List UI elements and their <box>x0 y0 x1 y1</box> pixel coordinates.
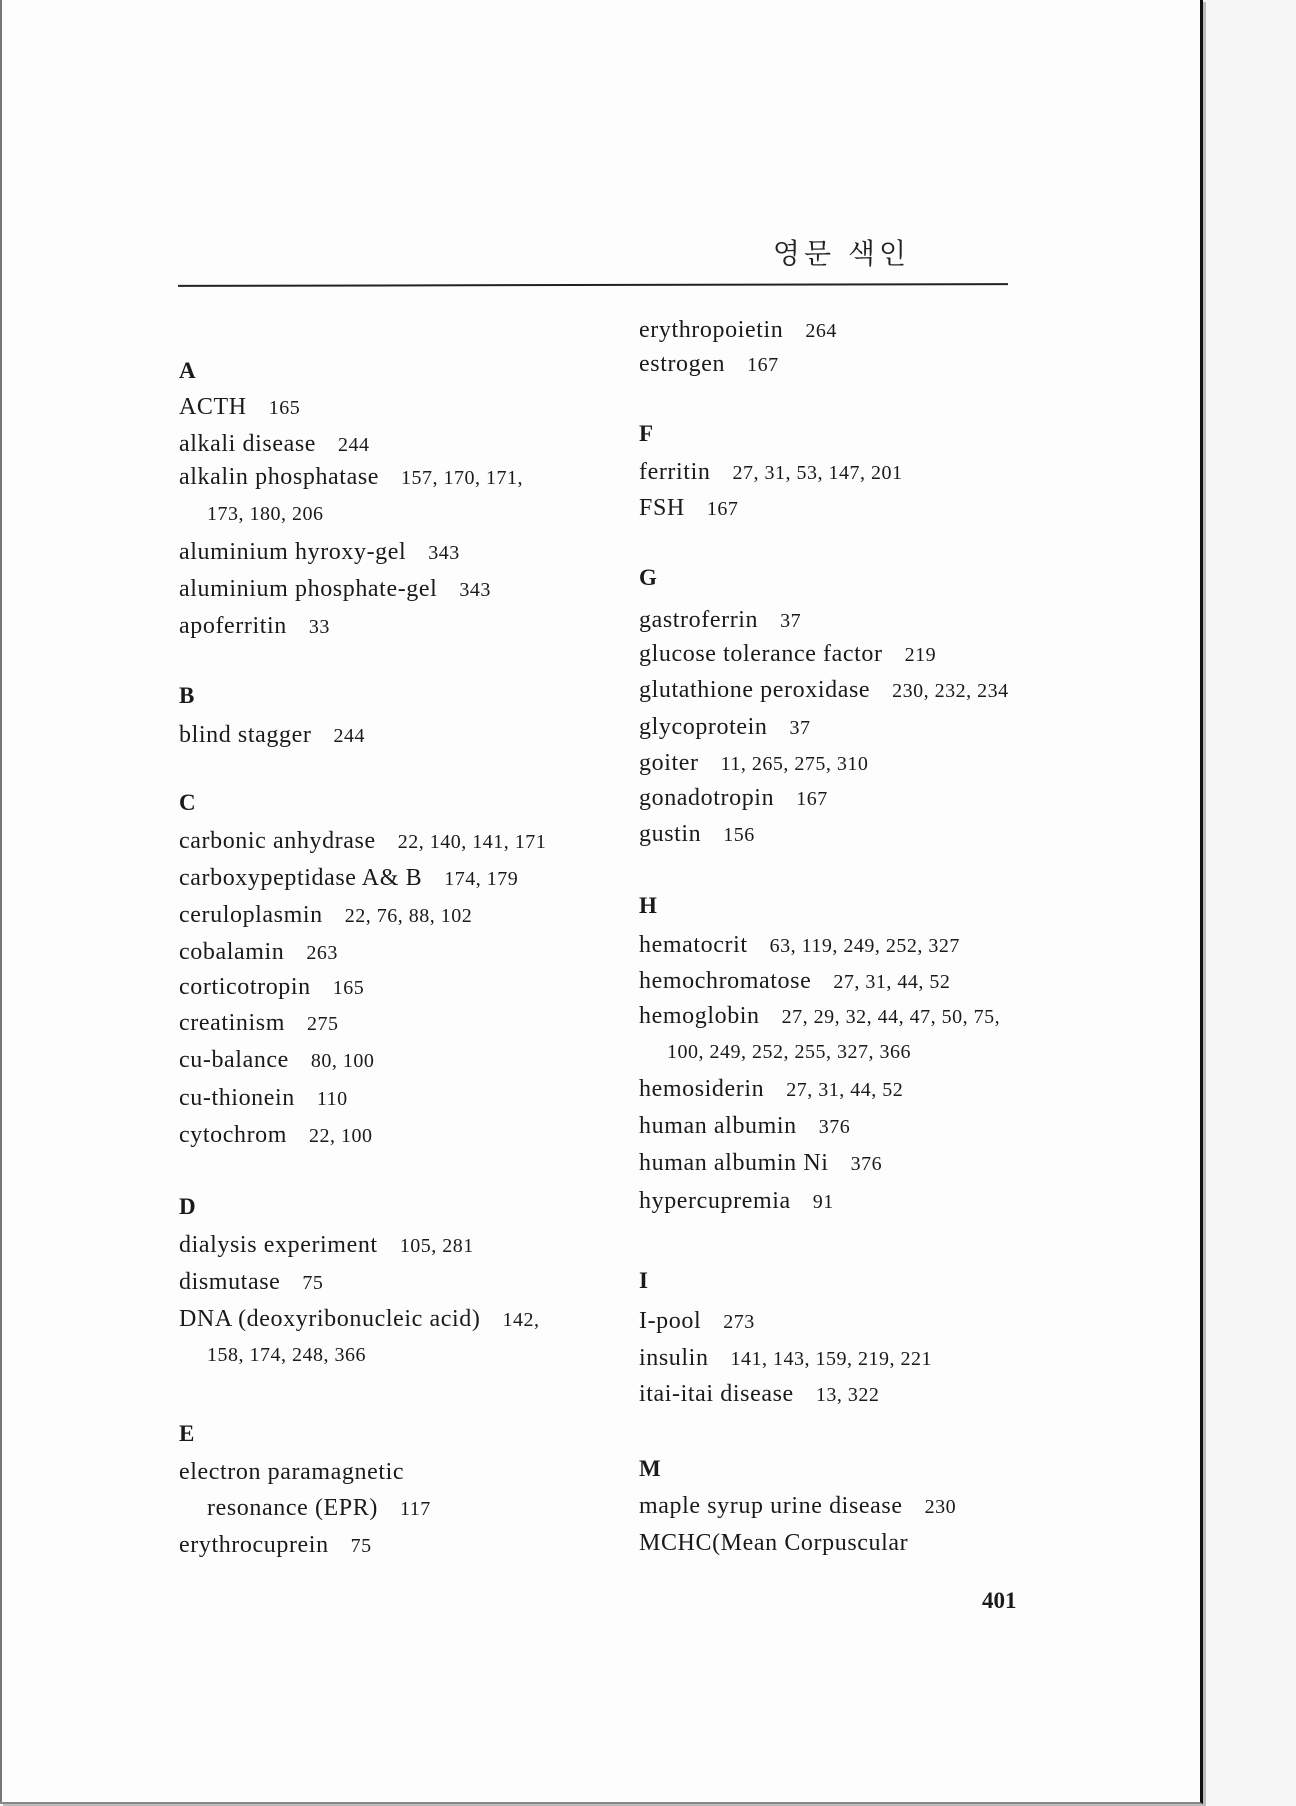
page-references: 244 <box>333 725 365 748</box>
index-term: itai-itai disease <box>639 1381 794 1408</box>
index-term: hemochromatose <box>639 967 812 994</box>
index-letter-heading <box>639 1454 661 1484</box>
page-references: 105, 281 <box>399 1235 474 1258</box>
index-term: DNA (deoxyribonucleic acid) <box>179 1306 481 1333</box>
index-term: creatinism <box>179 1010 285 1037</box>
page-references: 275 <box>306 1013 339 1036</box>
letter: E <box>179 1421 195 1447</box>
letter: H <box>639 892 658 918</box>
index-letter-heading <box>639 891 658 921</box>
page-references: 13, 322 <box>815 1384 880 1407</box>
index-term: goiter <box>639 749 699 776</box>
page-references: 142, <box>502 1309 540 1332</box>
page-references: 33 <box>308 615 330 638</box>
index-term: FSH <box>639 495 685 522</box>
page-references: 91 <box>812 1190 834 1213</box>
page-references: 273 <box>723 1311 755 1334</box>
index-term: cu-balance <box>179 1046 289 1073</box>
index-term: maple syrup urine disease <box>639 1492 903 1519</box>
page-references: 376 <box>850 1152 883 1175</box>
index-entry <box>639 748 868 779</box>
page-references: 167 <box>706 498 739 521</box>
index-entry <box>179 972 364 1003</box>
page-references: 244 <box>338 433 370 456</box>
page-references: 100, 249, 252, 255, 327, 366 <box>667 1040 911 1063</box>
index-entry <box>179 1120 373 1151</box>
index-entry <box>639 349 779 380</box>
index-term: aluminium hyroxy-gel <box>179 538 407 565</box>
page-references: 27, 31, 44, 52 <box>786 1078 904 1101</box>
page-references: 376 <box>818 1115 851 1138</box>
index-entry <box>639 1001 1000 1032</box>
index-entry <box>639 930 960 961</box>
page-references: 117 <box>399 1498 431 1521</box>
index-entry <box>639 675 1009 706</box>
index-entry <box>179 720 365 751</box>
page-edge <box>0 0 2 1802</box>
index-entry <box>179 1267 323 1298</box>
page-references: 75 <box>302 1272 324 1295</box>
index-letter-heading <box>639 563 658 593</box>
page-references: 110 <box>316 1088 348 1110</box>
page-references: 165 <box>332 977 365 1000</box>
index-term: blind stagger <box>179 722 312 749</box>
index-term: resonance (EPR) <box>207 1495 378 1522</box>
page-references: 75 <box>350 1534 372 1557</box>
page-references: 156 <box>723 824 755 847</box>
index-entry <box>179 1045 374 1076</box>
page-references: 167 <box>796 788 828 811</box>
page-references: 174, 179 <box>444 867 519 890</box>
index-term: cobalamin <box>179 938 285 965</box>
page-references: 27, 31, 53, 147, 201 <box>732 462 903 485</box>
index-entry <box>639 315 837 346</box>
index-letter-heading <box>179 1192 196 1222</box>
page-references: 263 <box>306 941 338 964</box>
index-entry <box>639 783 828 814</box>
index-entry <box>639 1491 956 1522</box>
index-entry <box>179 900 472 931</box>
page-references: 22, 140, 141, 171 <box>397 831 547 854</box>
page-references: 165 <box>268 396 301 419</box>
index-term: alkali disease <box>179 430 317 457</box>
index-letter-heading <box>639 419 654 449</box>
index-term: corticotropin <box>179 974 311 1001</box>
index-entry <box>179 537 460 568</box>
index-entry <box>639 457 902 488</box>
index-entry <box>179 1230 474 1261</box>
index-entry <box>179 863 518 894</box>
index-term: ferritin <box>639 459 711 486</box>
index-entry <box>179 826 546 857</box>
index-term: hypercupremia <box>639 1187 791 1214</box>
page-references: 37 <box>780 609 802 632</box>
letter: F <box>639 421 654 447</box>
index-entry <box>179 1530 372 1561</box>
index-term: aluminium phosphate-gel <box>179 575 438 602</box>
page-references: 343 <box>428 541 460 564</box>
letter: A <box>179 358 197 384</box>
letter: G <box>639 565 658 591</box>
index-term: glutathione peroxidase <box>639 677 871 704</box>
page-references: 63, 119, 249, 252, 327 <box>769 934 960 957</box>
page-references: 173, 180, 206 <box>207 502 324 525</box>
index-entry <box>179 611 330 642</box>
page-references: 343 <box>459 578 491 601</box>
index-entry <box>639 1306 755 1337</box>
letter: B <box>179 682 195 708</box>
page-references: 80, 100 <box>310 1049 375 1072</box>
index-entry <box>179 574 491 605</box>
index-entry <box>639 1186 834 1217</box>
index-term: glycoprotein <box>639 714 768 741</box>
index-entry <box>639 1111 850 1142</box>
index-term: dialysis experiment <box>179 1232 378 1259</box>
page-references: 230, 232, 234 <box>892 680 1009 703</box>
index-term: carbonic anhydrase <box>179 828 376 855</box>
page-references: 11, 265, 275, 310 <box>720 752 869 775</box>
page-references: 158, 174, 248, 366 <box>207 1343 366 1366</box>
letter: M <box>639 1455 662 1481</box>
page-references: 22, 76, 88, 102 <box>344 904 473 927</box>
index-term: erythrocuprein <box>179 1531 329 1558</box>
page-references: 22, 100 <box>309 1124 373 1147</box>
index-entry <box>639 712 811 743</box>
index-term: glucose tolerance factor <box>639 641 883 668</box>
index-entry <box>639 1343 932 1374</box>
index-term: I-pool <box>639 1308 702 1335</box>
index-entry <box>179 1008 338 1039</box>
index-entry-continuation <box>207 1493 431 1524</box>
index-term: cytochrom <box>179 1121 288 1148</box>
index-entry <box>179 937 338 968</box>
index-term: gustin <box>639 821 702 848</box>
index-entry <box>639 1148 882 1179</box>
index-term: hemosiderin <box>639 1075 765 1102</box>
index-entry-continuation <box>207 498 324 529</box>
index-entry <box>179 462 523 493</box>
index-term: ceruloplasmin <box>179 901 323 928</box>
index-letter-heading <box>179 356 196 386</box>
index-term: erythropoietin <box>639 316 784 343</box>
index-term: apoferritin <box>179 612 287 639</box>
index-term: gastroferrin <box>639 606 759 633</box>
index-entry <box>639 639 936 670</box>
page-number: 401 <box>982 1588 1017 1613</box>
index-entry <box>639 605 801 636</box>
index-entry <box>179 1304 539 1335</box>
index-term: cu-thionein <box>179 1085 295 1111</box>
index-letter-heading <box>639 1266 649 1296</box>
index-term: hemoglobin <box>639 1003 760 1030</box>
index-letter-heading <box>179 681 195 711</box>
index-entry <box>179 1457 404 1487</box>
page-references: 37 <box>789 717 811 740</box>
index-term: ACTH <box>179 393 247 420</box>
index-entry <box>639 966 950 997</box>
page-references: 264 <box>805 319 837 342</box>
header-rule <box>178 283 1008 287</box>
index-term: human albumin Ni <box>639 1149 829 1176</box>
page-references: 157, 170, 171, <box>401 467 524 490</box>
index-term: alkalin phosphatase <box>179 464 380 491</box>
page-references: 219 <box>904 644 937 667</box>
index-term: estrogen <box>639 351 726 378</box>
index-term: gonadotropin <box>639 785 775 812</box>
index-entry <box>179 429 370 460</box>
index-entry-continuation <box>667 1036 911 1067</box>
index-letter-heading <box>179 1419 195 1449</box>
letter: D <box>179 1194 197 1220</box>
index-term: insulin <box>639 1345 709 1372</box>
index-term: hematocrit <box>639 931 748 958</box>
index-term: dismutase <box>179 1269 281 1296</box>
index-entry <box>639 1379 879 1410</box>
index-entry <box>639 493 738 524</box>
page-references: 167 <box>747 354 779 377</box>
index-term: human albumin <box>639 1112 797 1139</box>
index-entry <box>179 392 300 423</box>
index-entry-continuation <box>207 1339 366 1370</box>
page-references: 230 <box>924 1495 957 1518</box>
page-references: 27, 29, 32, 44, 47, 50, 75, <box>781 1006 1001 1029</box>
index-entry <box>639 1074 903 1105</box>
running-head: 영문 색인 <box>772 237 910 270</box>
index-entry <box>639 819 755 850</box>
letter: C <box>179 790 197 816</box>
letter: I <box>639 1268 649 1294</box>
index-term: electron paramagnetic <box>179 1459 405 1486</box>
index-letter-heading <box>179 788 196 818</box>
index-term: carboxypeptidase A& B <box>179 864 423 891</box>
index-entry <box>639 1528 908 1558</box>
index-entry <box>179 1083 348 1114</box>
page-references: 141, 143, 159, 219, 221 <box>730 1348 933 1371</box>
index-term: MCHC(Mean Corpuscular <box>639 1529 909 1556</box>
page-references: 27, 31, 44, 52 <box>833 970 951 993</box>
